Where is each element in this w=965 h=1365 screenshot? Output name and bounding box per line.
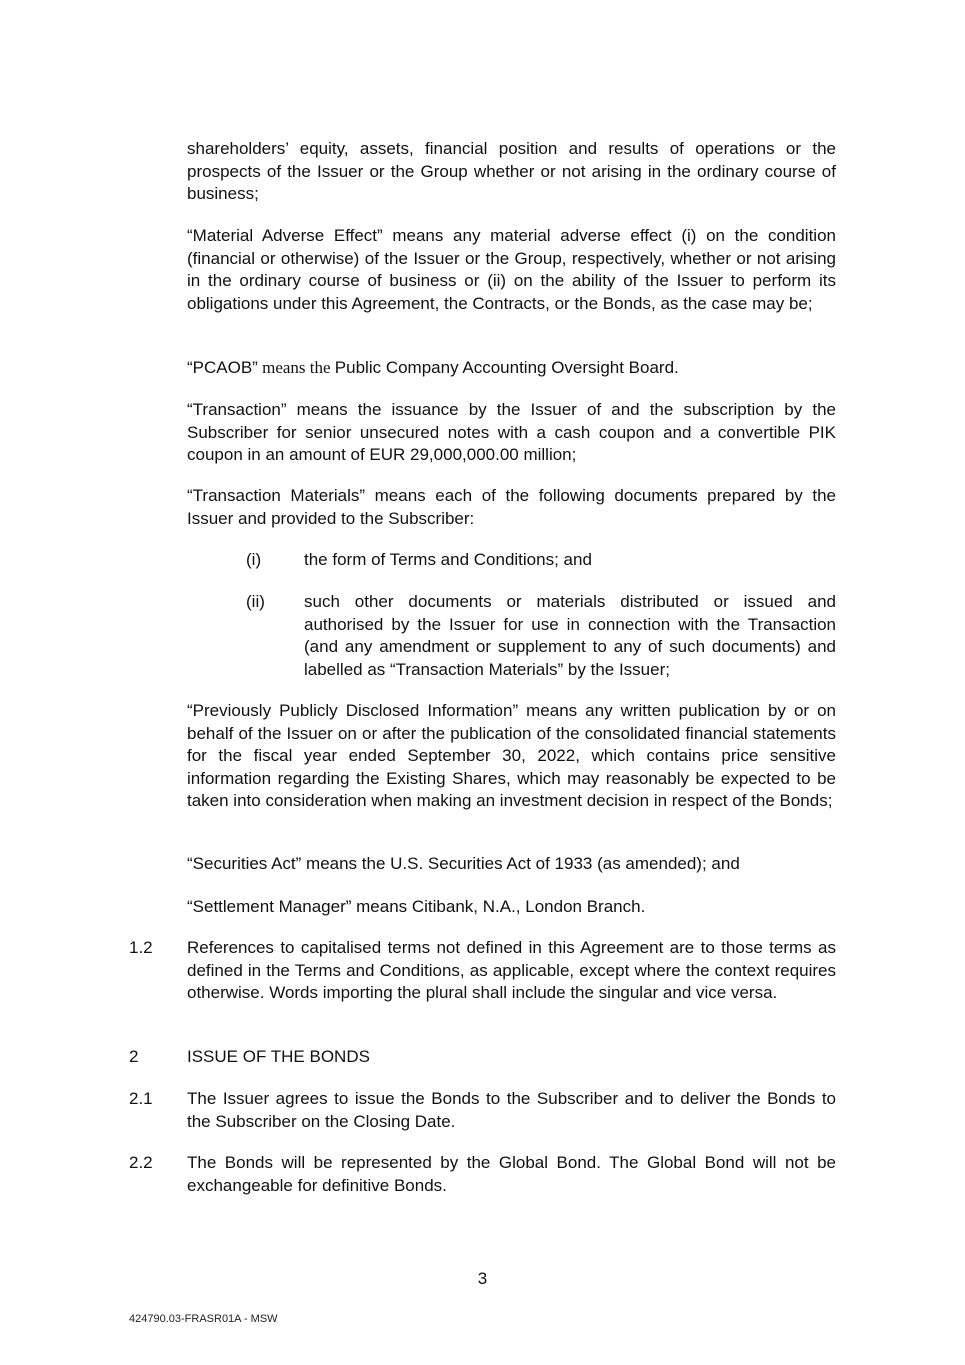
definition-text: means the U.S. Securities Act of 1933 (as amended); and <box>301 854 740 873</box>
definition-text: means Citibank, N.A., London Branch. <box>351 897 646 916</box>
definition-transaction-materials <box>187 485 836 530</box>
clause-number: 1.2 <box>129 938 153 957</box>
defined-term: “PCAOB” <box>187 358 258 377</box>
defined-term: “Securities Act” <box>187 854 302 873</box>
clause-number: 2.2 <box>129 1153 153 1172</box>
clause-text: References to capitalised terms not defined in this Agreement are to those terms as defined in the Terms and Conditions, as applicable, except where the context requires otherwise. Words importing the plural shall include the singular and vice versa. <box>187 938 836 1002</box>
definition-text: means the issuance by the Issuer of and the subscription by the Subscriber for senior unsecured notes with a cash coupon and a convertible PIK coupon in an amount of EUR 29,000,000.00 million; <box>187 400 836 464</box>
page-number: 3 <box>477 1269 488 1288</box>
definition-text: means each of the following documents prepared by the Issuer and provided to the Subscriber: <box>187 486 836 528</box>
clause-text: The Issuer agrees to issue the Bonds to the Subscriber and to deliver the Bonds to the Subscriber on the Closing Date. <box>187 1089 836 1131</box>
definition-text: Public Company Accounting Oversight Board. <box>334 358 679 377</box>
definition-text: means any written publication by or on behalf of the Issuer on or after the publication of the consolidated financial statements for the fiscal year ended September 30, 2022, which contains price sensitive information regarding the Existing Shares, which may reasonably be expected to be taken into consideration when making an investment decision in respect of the Bonds; <box>187 701 836 810</box>
list-item-number: (ii) <box>246 592 265 611</box>
definition-means: means the <box>257 358 335 377</box>
defined-term: “Transaction” <box>187 400 287 419</box>
list-item-number: (i) <box>246 550 262 569</box>
clause-text: The Bonds will be represented by the Global Bond. The Global Bond will not be exchangeable for definitive Bonds. <box>187 1153 836 1195</box>
section-number: 2 <box>129 1047 139 1066</box>
definition-material-adverse-effect <box>187 225 836 315</box>
defined-term: “Material Adverse Effect” <box>187 226 383 245</box>
list-item-text: the form of Terms and Conditions; and <box>304 550 592 569</box>
document-reference-footer: 424790.03-FRASR01A - MSW <box>129 1313 278 1325</box>
definition-settlement-manager <box>187 896 836 919</box>
definition-securities-act <box>187 853 836 876</box>
defined-term: “Previously Publicly Disclosed Information” <box>187 701 519 720</box>
list-item-text: such other documents or materials distributed or issued and authorised by the Issuer for use in connection with the Transaction (and any amendment or supplement to any of such documents) and labelled as “Transaction Materials” by the Issuer; <box>304 592 836 679</box>
definition-transaction <box>187 399 836 467</box>
definition-continuation: shareholders’ equity, assets, financial position and results of operations or the prospects of the Issuer or the Group whether or not arising in the ordinary course of business; <box>187 139 836 203</box>
clause-number: 2.1 <box>129 1089 153 1108</box>
definition-pcaob <box>187 357 836 380</box>
defined-term: “Settlement Manager” <box>187 897 352 916</box>
defined-term: “Transaction Materials” <box>187 486 366 505</box>
definition-text: means any material adverse effect (i) on the condition (financial or otherwise) of the Issuer or the Group, respectively, whether or not arising in the ordinary course of business or (ii) on the ability of the Issuer to perform its obligations under this Agreement, the Contracts, or the Bonds, as the case may be; <box>187 226 836 313</box>
section-heading: ISSUE OF THE BONDS <box>187 1047 370 1066</box>
definition-previously-publicly-disclosed-information <box>187 700 836 813</box>
